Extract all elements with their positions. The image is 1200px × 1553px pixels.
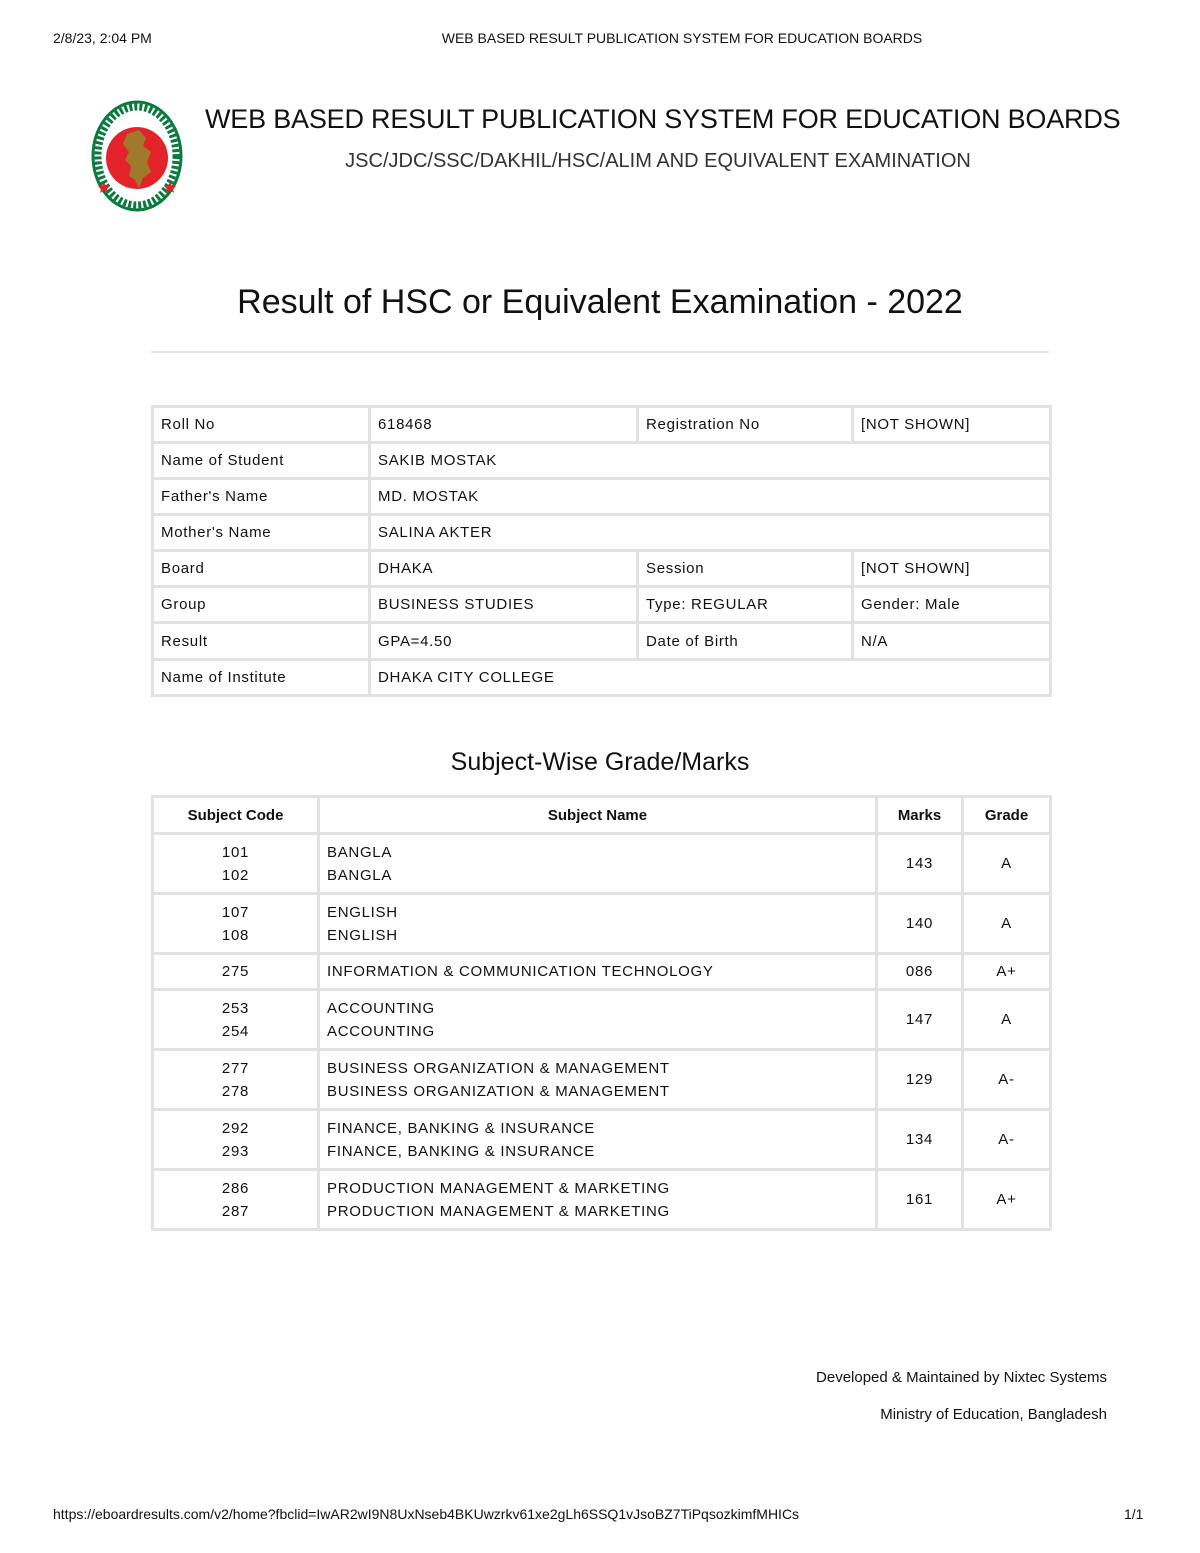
subject-name-cell xyxy=(319,1050,877,1110)
subject-code-header: Subject Code xyxy=(153,797,319,834)
student-name-value: SAKIB MOSTAK xyxy=(370,443,1051,479)
roll-row xyxy=(153,407,1051,443)
board-row xyxy=(153,551,1051,587)
subject-code: 102 xyxy=(221,866,250,884)
grade-value: A xyxy=(963,990,1051,1050)
site-title: WEB BASED RESULT PUBLICATION SYSTEM FOR EDUCATION BOARDS xyxy=(205,104,1121,134)
table-row xyxy=(153,1170,1051,1230)
developer-credit: Developed & Maintained by Nixtec Systems xyxy=(816,1369,1107,1386)
marks-value: 143 xyxy=(877,834,963,894)
roll-value: 618468 xyxy=(370,407,638,443)
subject-code: 287 xyxy=(221,1202,250,1220)
subject-code-cell xyxy=(153,954,319,990)
marks-header: Marks xyxy=(877,797,963,834)
ministry-credit: Ministry of Education, Bangladesh xyxy=(880,1406,1107,1423)
mother-name-value: SALINA AKTER xyxy=(370,515,1051,551)
subject-name: ENGLISH xyxy=(327,903,398,921)
table-row xyxy=(153,1050,1051,1110)
session-label: Session xyxy=(638,551,853,587)
session-value: [NOT SHOWN] xyxy=(853,551,1051,587)
subject-code-cell xyxy=(153,834,319,894)
father-name-value: MD. MOSTAK xyxy=(370,479,1051,515)
grade-value: A- xyxy=(963,1110,1051,1170)
subject-name-cell xyxy=(319,894,877,954)
print-datetime: 2/8/23, 2:04 PM xyxy=(53,30,152,46)
subject-name: BUSINESS ORGANIZATION & MANAGEMENT xyxy=(327,1082,670,1100)
group-row xyxy=(153,587,1051,623)
subject-code: 278 xyxy=(221,1082,250,1100)
subject-name: BANGLA xyxy=(327,866,393,884)
result-value: GPA=4.50 xyxy=(370,623,638,660)
subject-name: BUSINESS ORGANIZATION & MANAGEMENT xyxy=(327,1059,670,1077)
subject-name: PRODUCTION MANAGEMENT & MARKETING xyxy=(327,1202,670,1220)
subject-code: 101 xyxy=(221,843,250,861)
subject-name-cell xyxy=(319,954,877,990)
subject-code: 286 xyxy=(221,1179,250,1197)
father-name-label: Father's Name xyxy=(153,479,370,515)
grade-value: A xyxy=(963,894,1051,954)
marks-value: 161 xyxy=(877,1170,963,1230)
table-row xyxy=(153,894,1051,954)
registration-value: [NOT SHOWN] xyxy=(853,407,1051,443)
table-row xyxy=(153,954,1051,990)
subject-code-cell xyxy=(153,1110,319,1170)
print-page-number: 1/1 xyxy=(1124,1506,1144,1522)
subject-code: 275 xyxy=(221,963,250,980)
institute-label: Name of Institute xyxy=(153,660,370,696)
student-info-table xyxy=(151,405,1052,697)
subject-code: 107 xyxy=(221,903,250,921)
subject-name: ACCOUNTING xyxy=(327,999,435,1017)
subject-code-cell xyxy=(153,1050,319,1110)
grade-value: A xyxy=(963,834,1051,894)
print-header-title: WEB BASED RESULT PUBLICATION SYSTEM FOR EDUCATION BOARDS xyxy=(441,30,923,46)
group-label: Group xyxy=(153,587,370,623)
subject-code-cell xyxy=(153,894,319,954)
gender-value: Gender: Male xyxy=(853,587,1051,623)
marks-value: 140 xyxy=(877,894,963,954)
marks-value: 147 xyxy=(877,990,963,1050)
subject-name-cell xyxy=(319,834,877,894)
marks-value: 129 xyxy=(877,1050,963,1110)
subject-name: PRODUCTION MANAGEMENT & MARKETING xyxy=(327,1179,670,1197)
result-label: Result xyxy=(153,623,370,660)
institute-row xyxy=(153,660,1051,696)
table-row xyxy=(153,990,1051,1050)
grades-section-title: Subject-Wise Grade/Marks xyxy=(450,748,750,776)
registration-label: Registration No xyxy=(638,407,853,443)
subject-name: FINANCE, BANKING & INSURANCE xyxy=(327,1142,595,1160)
subject-code: 292 xyxy=(221,1119,250,1137)
board-label: Board xyxy=(153,551,370,587)
grade-value: A- xyxy=(963,1050,1051,1110)
subject-name-header: Subject Name xyxy=(319,797,877,834)
grade-value: A+ xyxy=(963,954,1051,990)
table-row xyxy=(153,1110,1051,1170)
subject-name: ACCOUNTING xyxy=(327,1022,435,1040)
marks-value: 134 xyxy=(877,1110,963,1170)
grade-value: A+ xyxy=(963,1170,1051,1230)
table-row xyxy=(153,834,1051,894)
dob-label: Date of Birth xyxy=(638,623,853,660)
grades-table xyxy=(151,795,1052,1231)
result-row xyxy=(153,623,1051,660)
subject-name: INFORMATION & COMMUNICATION TECHNOLOGY xyxy=(327,963,714,980)
father-name-row xyxy=(153,479,1051,515)
group-value: BUSINESS STUDIES xyxy=(370,587,638,623)
subject-code: 254 xyxy=(221,1022,250,1040)
subject-name-cell xyxy=(319,990,877,1050)
institute-value: DHAKA CITY COLLEGE xyxy=(370,660,1051,696)
type-value: Type: REGULAR xyxy=(638,587,853,623)
subject-code-cell xyxy=(153,990,319,1050)
marks-value: 086 xyxy=(877,954,963,990)
subject-code: 253 xyxy=(221,999,250,1017)
grades-header-row xyxy=(153,797,1051,834)
site-subtitle: JSC/JDC/SSC/DAKHIL/HSC/ALIM AND EQUIVALENT EXAMINATION xyxy=(345,150,971,172)
subject-name: FINANCE, BANKING & INSURANCE xyxy=(327,1119,595,1137)
title-divider xyxy=(151,351,1049,353)
mother-name-label: Mother's Name xyxy=(153,515,370,551)
dob-value: N/A xyxy=(853,623,1051,660)
subject-name: BANGLA xyxy=(327,843,393,861)
mother-name-row xyxy=(153,515,1051,551)
board-value: DHAKA xyxy=(370,551,638,587)
print-url: https://eboardresults.com/v2/home?fbclid=IwAR2wI9N8UxNseb4BKUwzrkv61xe2gLh6SSQ1vJsoBZ7TiPqsozkimfMHICs xyxy=(53,1506,800,1522)
student-name-label: Name of Student xyxy=(153,443,370,479)
subject-name-cell xyxy=(319,1110,877,1170)
subject-name-cell xyxy=(319,1170,877,1230)
subject-code: 277 xyxy=(221,1059,250,1077)
subject-code: 108 xyxy=(221,926,250,944)
grade-header: Grade xyxy=(963,797,1051,834)
roll-label: Roll No xyxy=(153,407,370,443)
subject-name: ENGLISH xyxy=(327,926,398,944)
subject-code: 293 xyxy=(221,1142,250,1160)
page-title: Result of HSC or Equivalent Examination - 2022 xyxy=(237,283,963,321)
student-name-row xyxy=(153,443,1051,479)
subject-code-cell xyxy=(153,1170,319,1230)
